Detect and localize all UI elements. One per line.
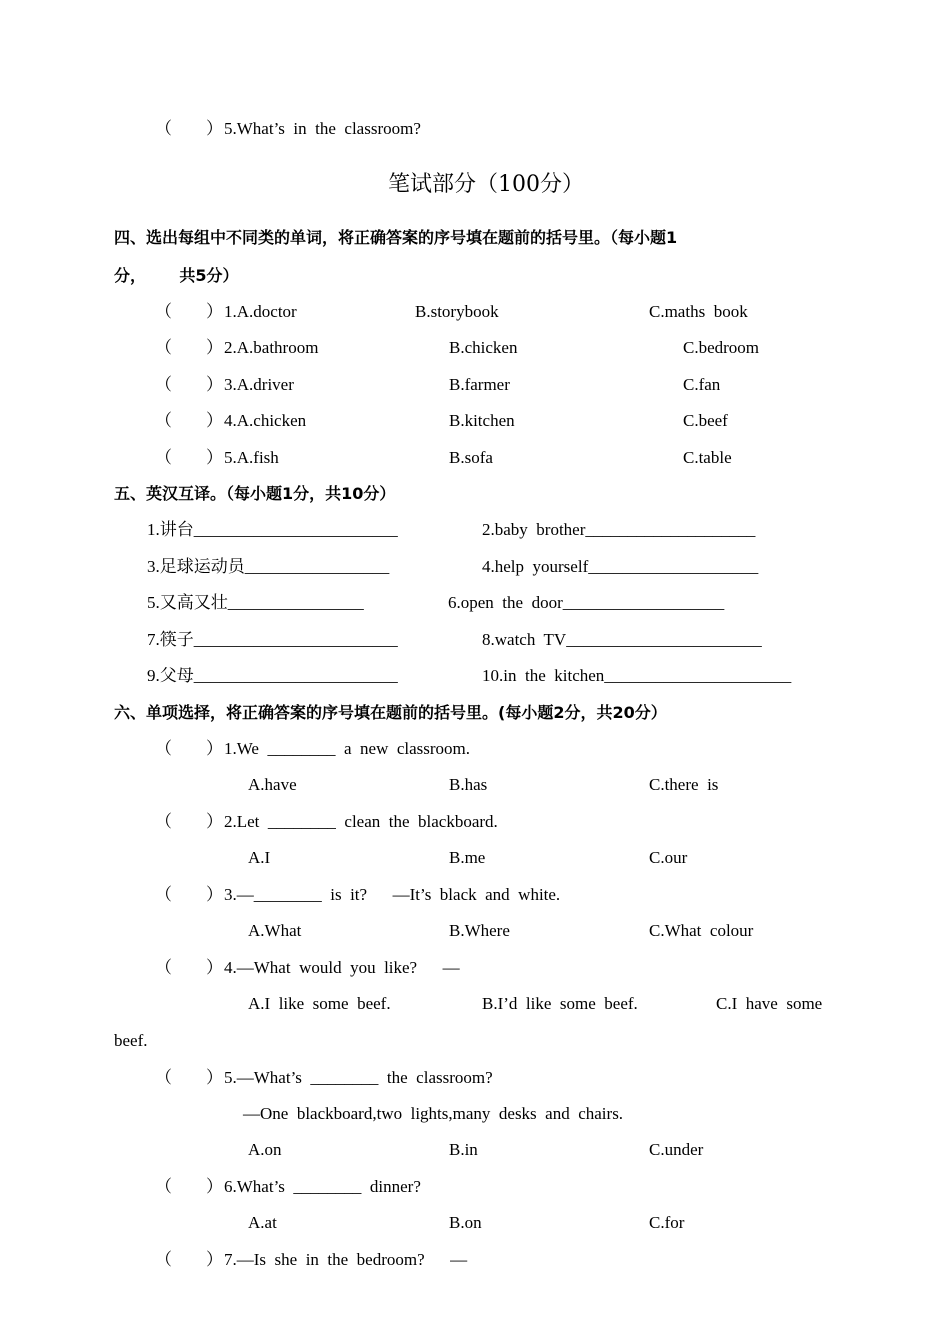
translation-item[interactable]: 4.help yourself____________________ [482, 557, 759, 576]
option-a: 2.A.bathroom [224, 338, 319, 357]
answer-bracket[interactable]: （ ） [155, 338, 223, 357]
question-reply: —One blackboard,two lights,many desks and chairs. [243, 1104, 624, 1123]
option-b: B.Where [449, 921, 510, 940]
option-a: 1.A.doctor [224, 302, 297, 321]
answer-bracket[interactable]: （ ） [155, 375, 223, 394]
answer-bracket[interactable]: （ ） [155, 1250, 223, 1269]
question-text: 1.We ________ a new classroom. [224, 739, 471, 758]
answer-bracket[interactable]: （ ） [155, 302, 223, 321]
option-c: C.table [683, 448, 732, 467]
answer-bracket[interactable]: （ ） [155, 448, 223, 467]
answer-bracket[interactable]: （ ） [155, 1068, 223, 1087]
option-b: B.farmer [449, 375, 510, 394]
option-a: A.What [248, 921, 302, 940]
translation-item[interactable]: 8.watch TV_______________________ [482, 630, 762, 649]
option-a: 3.A.driver [224, 375, 294, 394]
option-a: A.on [248, 1140, 282, 1159]
option-b: B.sofa [449, 448, 493, 467]
translation-item[interactable]: 5.又高又壮________________ [147, 593, 364, 612]
option-a: A.at [248, 1213, 277, 1232]
option-c: C.bedroom [683, 338, 760, 357]
answer-bracket[interactable]: （ ） [155, 1177, 223, 1196]
option-a: 4.A.chicken [224, 411, 307, 430]
question-text: 7.—Is she in the bedroom? — [224, 1250, 468, 1269]
translation-item[interactable]: 9.父母________________________ [147, 666, 398, 685]
option-c: C.there is [649, 775, 719, 794]
section-title: 笔试部分（100分） [388, 172, 584, 197]
option-c: C.beef [683, 411, 728, 430]
option-c: C.our [649, 848, 688, 867]
option-b: B.has [449, 775, 488, 794]
answer-bracket[interactable]: （ ） [155, 739, 223, 758]
option-b: B.me [449, 848, 486, 867]
option-a: 5.A.fish [224, 448, 279, 467]
translation-item[interactable]: 7.筷子________________________ [147, 630, 398, 649]
answer-bracket[interactable]: （ ） [155, 119, 223, 138]
translation-item[interactable]: 1.讲台________________________ [147, 520, 398, 539]
option-c: C.under [649, 1140, 704, 1159]
translation-item[interactable]: 3.足球运动员_________________ [147, 557, 390, 576]
section-5-heading: 五、英汉互译。（每小题1分，共10分） [114, 484, 396, 503]
translation-item[interactable]: 6.open the door___________________ [448, 593, 725, 612]
question-text: 5.—What’s ________ the classroom? [224, 1068, 493, 1087]
question-text: 3.—________ is it? —It’s black and white. [224, 885, 561, 904]
answer-bracket[interactable]: （ ） [155, 812, 223, 831]
translation-item[interactable]: 2.baby brother____________________ [482, 520, 756, 539]
translation-item[interactable]: 10.in the kitchen______________________ [482, 666, 792, 685]
option-a: A.have [248, 775, 297, 794]
section-6-heading: 六、单项选择，将正确答案的序号填在题前的括号里。(每小题2分，共20分） [114, 703, 667, 722]
question-text: 5.What’s in the classroom? [224, 119, 421, 138]
answer-bracket[interactable]: （ ） [155, 411, 223, 430]
option-c-cont: beef. [114, 1031, 148, 1050]
option-b: B.on [449, 1213, 482, 1232]
option-b: B.chicken [449, 338, 518, 357]
question-text: 2.Let ________ clean the blackboard. [224, 812, 498, 831]
answer-bracket[interactable]: （ ） [155, 885, 223, 904]
question-text: 6.What’s ________ dinner? [224, 1177, 421, 1196]
section-4-heading-cont: 分， 共5分） [114, 266, 239, 285]
option-c: C.for [649, 1213, 685, 1232]
option-b: B.in [449, 1140, 478, 1159]
option-c: C.fan [683, 375, 721, 394]
option-c: C.What colour [649, 921, 754, 940]
question-text: 4.—What would you like? — [224, 958, 460, 977]
option-b: B.I’d like some beef. [482, 994, 638, 1013]
option-b: B.storybook [415, 302, 499, 321]
option-b: B.kitchen [449, 411, 515, 430]
answer-bracket[interactable]: （ ） [155, 958, 223, 977]
option-c: C.I have some [716, 994, 823, 1013]
section-4-heading: 四、选出每组中不同类的单词，将正确答案的序号填在题前的括号里。（每小题1 [114, 228, 678, 247]
option-c: C.maths book [649, 302, 748, 321]
option-a: A.I [248, 848, 271, 867]
option-a: A.I like some beef. [248, 994, 391, 1013]
